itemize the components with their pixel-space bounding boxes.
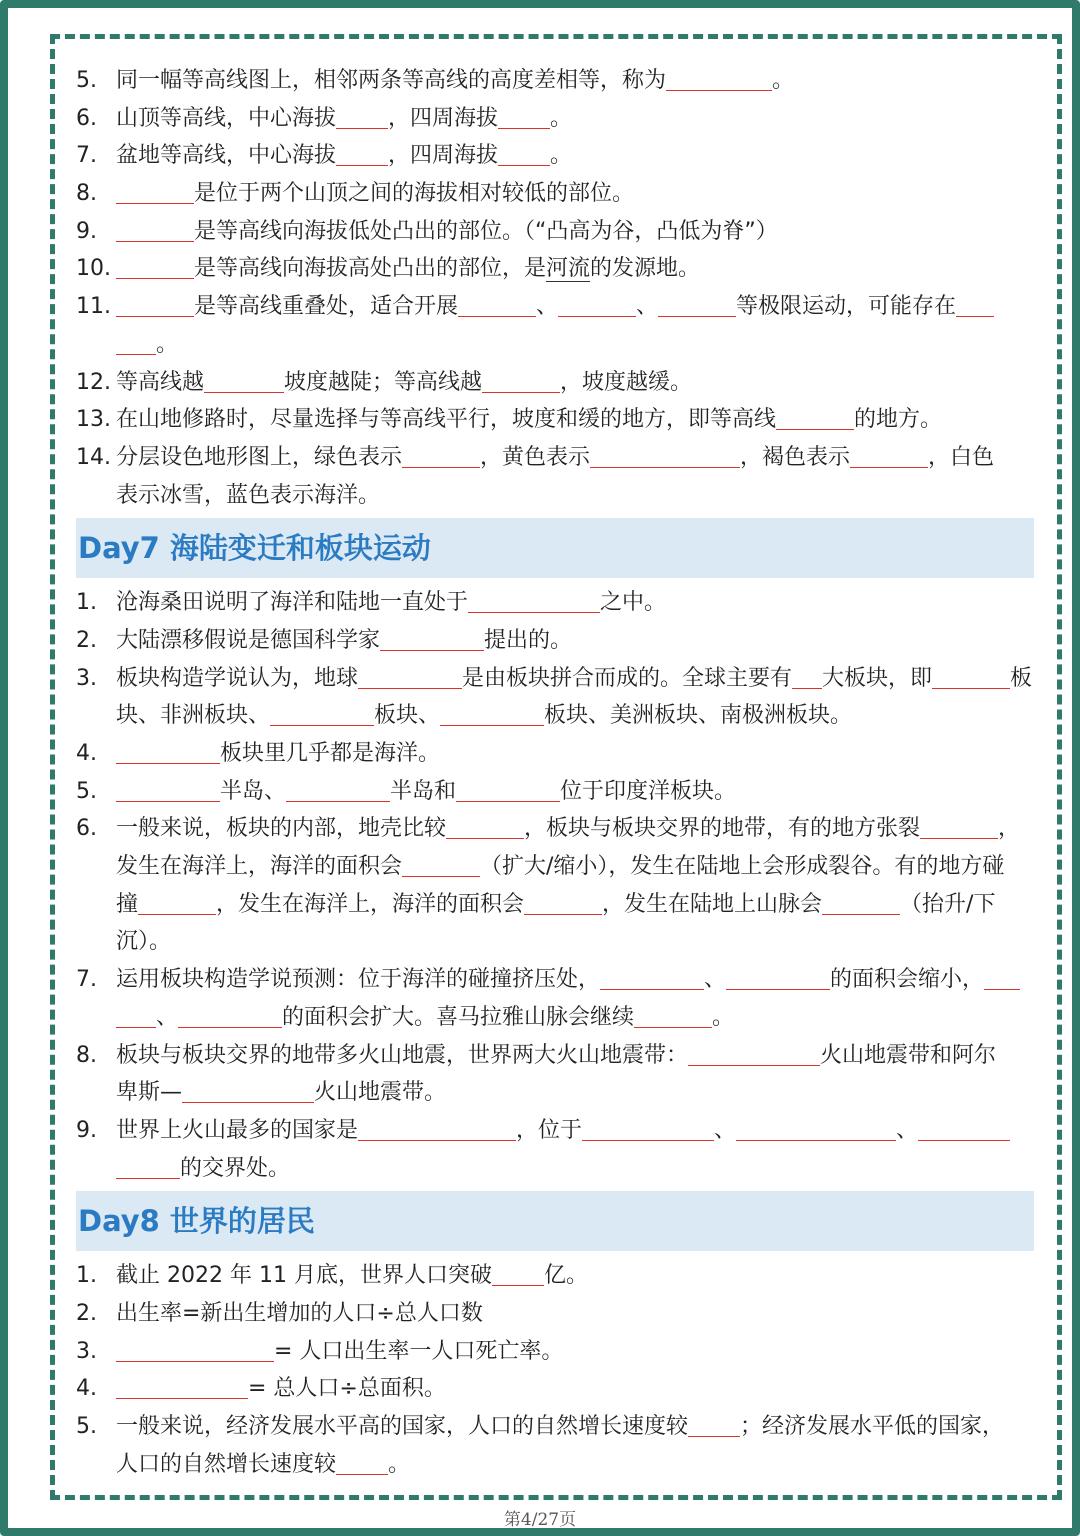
question-text: 运用板块构造学说预测：位于海洋的碰撞挤压处， 、 的面积会缩小， bbox=[116, 961, 1034, 999]
answer-blank[interactable] bbox=[178, 1001, 282, 1028]
answer-blank[interactable] bbox=[458, 290, 536, 317]
question-line bbox=[76, 1112, 1034, 1150]
question-number: 5. bbox=[76, 68, 97, 93]
answer-blank[interactable] bbox=[116, 290, 194, 317]
question-line bbox=[76, 1333, 1034, 1371]
answer-blank[interactable] bbox=[358, 1114, 516, 1141]
question-number: 6. bbox=[76, 105, 97, 131]
question-number: 3. bbox=[76, 1338, 97, 1364]
answer-blank[interactable] bbox=[524, 888, 602, 915]
answer-blank[interactable] bbox=[492, 1259, 544, 1286]
question-line-continued: 沉）。 bbox=[116, 929, 172, 955]
answer-blank[interactable] bbox=[358, 662, 462, 689]
question-number: 11. bbox=[76, 294, 111, 320]
question-number: 7. bbox=[76, 143, 97, 169]
answer-blank[interactable] bbox=[634, 1001, 712, 1028]
question-line bbox=[76, 250, 1034, 288]
question-number: 6. bbox=[76, 816, 97, 842]
question-text: 一般来说，经济发展水平高的国家，人口的自然增长速度较 ；经济发展水平低的国家， bbox=[116, 1408, 1034, 1446]
answer-blank[interactable] bbox=[116, 1001, 156, 1028]
question-line-continued: 人口的自然增长速度较 。 bbox=[76, 1446, 1034, 1484]
question-line bbox=[76, 961, 1034, 999]
answer-blank[interactable] bbox=[336, 1448, 388, 1475]
question-number: 9. bbox=[76, 1117, 97, 1143]
question-text: 等高线越 坡度越陡；等高线越 ，坡度越缓。 bbox=[116, 364, 1034, 402]
answer-blank[interactable] bbox=[688, 1410, 740, 1437]
question-line bbox=[76, 1257, 1034, 1295]
question-number: 2. bbox=[76, 627, 97, 653]
question-text: 同一幅等高线图上，相邻两条等高线的高度差相等，称为 。 bbox=[116, 62, 1034, 100]
question-text: 板块里几乎都是海洋。 bbox=[116, 735, 1034, 773]
answer-blank[interactable] bbox=[688, 1039, 820, 1066]
answer-blank[interactable] bbox=[482, 366, 560, 393]
question-line-continued: 卑斯— 火山地震带。 bbox=[76, 1074, 1034, 1112]
worksheet-content bbox=[76, 62, 1034, 1483]
question-line bbox=[76, 100, 1034, 138]
question-line-continued: 的交界处。 bbox=[76, 1150, 1034, 1188]
question-line bbox=[76, 735, 1034, 773]
question-number: 7. bbox=[76, 967, 97, 993]
question-line bbox=[76, 175, 1034, 213]
question-number: 5. bbox=[76, 1414, 97, 1439]
answer-blank[interactable] bbox=[336, 139, 388, 166]
question-line bbox=[76, 1037, 1034, 1075]
question-text: 一般来说，板块的内部，地壳比较 ，板块与板块交界的地带，有的地方张裂 ， bbox=[116, 810, 1034, 848]
question-number: 4. bbox=[76, 741, 97, 766]
question-line bbox=[76, 1295, 1034, 1333]
question-text: 截止 2022 年 11 月底，世界人口突破 亿。 bbox=[116, 1257, 1034, 1295]
answer-blank[interactable] bbox=[468, 586, 600, 613]
question-number: 10. bbox=[76, 256, 111, 282]
question-text: 是等高线重叠处，适合开展 、 、 等极限运动，可能存在 bbox=[116, 288, 1034, 326]
question-number: 14. bbox=[76, 444, 111, 470]
question-line bbox=[76, 62, 1034, 100]
answer-blank[interactable] bbox=[918, 1114, 1010, 1141]
answer-blank[interactable] bbox=[582, 1114, 714, 1141]
question-line bbox=[76, 660, 1034, 698]
question-text: 是位于两个山顶之间的海拔相对较低的部位。 bbox=[116, 175, 1034, 213]
question-line bbox=[76, 364, 1034, 402]
answer-blank[interactable] bbox=[402, 441, 480, 468]
answer-blank[interactable] bbox=[736, 1114, 896, 1141]
question-number: 2. bbox=[76, 1300, 97, 1326]
answer-blank[interactable] bbox=[138, 888, 216, 915]
answer-blank[interactable] bbox=[116, 737, 220, 764]
question-number: 8. bbox=[76, 181, 97, 207]
question-text: 是等高线向海拔低处凸出的部位。（“凸高为谷，凸低为脊”） bbox=[116, 213, 1034, 251]
question-number: 1. bbox=[76, 590, 97, 616]
answer-blank[interactable] bbox=[726, 963, 830, 990]
question-text: 分层设色地形图上，绿色表示 ，黄色表示 ，褐色表示 ，白色 bbox=[116, 439, 1034, 477]
answer-blank[interactable] bbox=[984, 963, 1020, 990]
section-title: Day8 世界的居民 bbox=[78, 1204, 315, 1239]
answer-blank[interactable] bbox=[932, 662, 1010, 689]
question-text: 世界上火山最多的国家是 ，位于 、 、 bbox=[116, 1112, 1034, 1150]
answer-blank[interactable] bbox=[116, 775, 220, 802]
question-line bbox=[76, 810, 1034, 848]
answer-blank[interactable] bbox=[116, 1152, 180, 1179]
question-number: 4. bbox=[76, 1376, 97, 1402]
answer-blank[interactable] bbox=[270, 699, 374, 726]
answer-blank[interactable] bbox=[440, 699, 544, 726]
answer-blank[interactable] bbox=[182, 1076, 314, 1103]
answer-blank[interactable] bbox=[116, 1372, 248, 1399]
question-line bbox=[76, 213, 1034, 251]
section-header-day8 bbox=[76, 1191, 1034, 1251]
section-title: Day7 海陆变迁和板块运动 bbox=[78, 531, 431, 566]
question-text: 在山地修路时，尽量选择与等高线平行，坡度和缓的地方，即等高线 的地方。 bbox=[116, 401, 1034, 439]
answer-blank[interactable] bbox=[600, 963, 704, 990]
answer-blank[interactable] bbox=[558, 290, 636, 317]
question-line-continued: 、 的面积会扩大。喜马拉雅山脉会继续 。 bbox=[76, 999, 1034, 1037]
question-line bbox=[76, 622, 1034, 660]
question-text: 盆地等高线，中心海拔 ，四周海拔 。 bbox=[116, 137, 1034, 175]
answer-blank[interactable] bbox=[336, 102, 388, 129]
answer-blank[interactable] bbox=[456, 775, 560, 802]
answer-blank[interactable] bbox=[116, 252, 194, 279]
answer-blank[interactable] bbox=[286, 775, 390, 802]
answer-blank[interactable] bbox=[116, 177, 194, 204]
answer-blank[interactable] bbox=[658, 290, 736, 317]
question-line bbox=[76, 773, 1034, 811]
answer-blank[interactable] bbox=[956, 290, 994, 317]
question-number: 9. bbox=[76, 218, 97, 244]
question-line-continued: 表示冰雪，蓝色表示海洋。 bbox=[116, 482, 381, 508]
question-line bbox=[76, 401, 1034, 439]
answer-blank[interactable] bbox=[116, 215, 194, 242]
answer-blank[interactable] bbox=[446, 812, 524, 839]
question-line-continued: 发生在海洋上，海洋的面积会 （扩大/缩小），发生在陆地上会形成裂谷。有的地方碰 bbox=[76, 848, 1034, 886]
question-text: 是等高线向海拔高处凸出的部位，是河流的发源地。 bbox=[116, 250, 1034, 288]
answer-blank[interactable] bbox=[498, 102, 550, 129]
question-line-continued: 。 bbox=[76, 326, 1034, 364]
question-number: 8. bbox=[76, 1042, 97, 1068]
question-text: 大陆漂移假说是德国科学家 提出的。 bbox=[116, 622, 1034, 660]
answer-blank[interactable] bbox=[822, 888, 900, 915]
answer-blank[interactable] bbox=[498, 139, 550, 166]
underlined-word: 河流 bbox=[546, 256, 591, 282]
question-text: 山顶等高线，中心海拔 ，四周海拔 。 bbox=[116, 100, 1034, 138]
question-line bbox=[76, 1370, 1034, 1408]
question-number: 13. bbox=[76, 407, 111, 433]
question-line-continued: 撞 ，发生在海洋上，海洋的面积会 ，发生在陆地上山脉会 （抬升/下 bbox=[76, 886, 1034, 924]
page-number: 第4/27页 bbox=[503, 1510, 577, 1530]
answer-blank[interactable] bbox=[380, 624, 484, 651]
question-line bbox=[76, 288, 1034, 326]
question-line bbox=[76, 137, 1034, 175]
question-text: 板块构造学说认为，地球 是由板块拼合而成的。全球主要有 大板块，即 板 bbox=[116, 660, 1034, 698]
question-text: 板块与板块交界的地带多火山地震，世界两大火山地震带： 火山地震带和阿尔 bbox=[116, 1037, 1034, 1075]
answer-blank[interactable] bbox=[776, 403, 854, 430]
question-text: 出生率=新出生增加的人口÷总人口数 bbox=[116, 1300, 483, 1326]
answer-blank[interactable] bbox=[116, 328, 156, 355]
answer-blank[interactable] bbox=[590, 441, 740, 468]
question-number: 5. bbox=[76, 778, 97, 804]
question-number: 3. bbox=[76, 665, 97, 691]
answer-blank[interactable] bbox=[792, 662, 822, 689]
question-number: 12. bbox=[76, 369, 111, 395]
section-header-day7 bbox=[76, 518, 1034, 578]
answer-blank[interactable] bbox=[666, 64, 772, 91]
question-line-continued: 块、非洲板块、 板块、 板块、美洲板块、南极洲板块。 bbox=[76, 697, 1034, 735]
question-text: = 总人口÷总面积。 bbox=[116, 1370, 1034, 1408]
question-text: 沧海桑田说明了海洋和陆地一直处于 之中。 bbox=[116, 584, 1034, 622]
question-line bbox=[76, 439, 1034, 477]
answer-blank[interactable] bbox=[402, 850, 480, 877]
question-number: 1. bbox=[76, 1263, 97, 1289]
question-text: 半岛、 半岛和 位于印度洋板块。 bbox=[116, 773, 1034, 811]
answer-blank[interactable] bbox=[116, 1335, 274, 1362]
question-line bbox=[76, 584, 1034, 622]
answer-blank[interactable] bbox=[850, 441, 928, 468]
question-text: = 人口出生率一人口死亡率。 bbox=[116, 1333, 1034, 1371]
answer-blank[interactable] bbox=[920, 812, 998, 839]
answer-blank[interactable] bbox=[204, 366, 284, 393]
question-line bbox=[76, 1408, 1034, 1446]
